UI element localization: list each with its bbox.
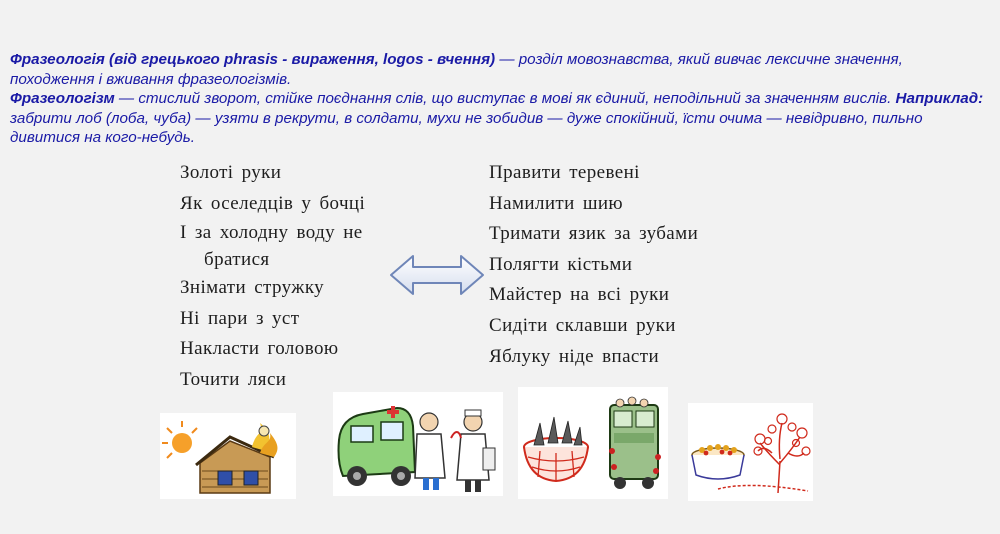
phrase-item: Тримати язик за зубами xyxy=(489,223,699,245)
apple-tree-basket-icon xyxy=(688,403,813,501)
burning-house-icon xyxy=(160,413,296,499)
phrase-item: Точити ляси xyxy=(180,368,287,390)
example-text: забрити лоб (лоба, чуба) — узяти в рекрути, в солдати, мухи не зобидив — дуже спокійний, їсти очима — невідривно, пильно дивитися на кого-небудь. xyxy=(10,109,923,146)
phrase-continuation: братися xyxy=(204,249,270,271)
phrase-item xyxy=(180,219,395,273)
phrase-line: І за холодну воду не xyxy=(180,222,363,244)
phrase-item: Правити теревені xyxy=(489,162,640,183)
phrase-item: Сидіти склавши руки xyxy=(489,314,676,336)
definition-phraseology-text: — розділ мовознавства, який вивчає лексичне значення, походження і вживання фразеологізмів. xyxy=(10,51,903,88)
term-phraseology: Фразеологія (від грецького phrasis - вираження, logos - вчення) xyxy=(10,51,496,68)
phrase-item: Накласти головою xyxy=(180,338,339,360)
phrase-item: Ні пари з уст xyxy=(180,307,300,329)
definition-phraseology xyxy=(10,50,985,89)
phrase-item: Знімати стружку xyxy=(180,277,325,299)
phrase-item: Майстер на всі руки xyxy=(489,284,670,306)
definition-phraseologism xyxy=(10,89,985,148)
example-label: Наприклад: xyxy=(895,90,984,107)
phrase-item: Полягти кістьми xyxy=(489,253,633,275)
phrase-item: Як оселедців у бочці xyxy=(180,192,366,214)
definition-phraseologism-text: — стислий зворот, стійке поєднання слів, що виступає в мові як єдиний, неподільний за значенням вислів. xyxy=(114,90,896,107)
phrase-item: Намилити шию xyxy=(489,192,624,214)
phrase-item: Яблуку ніде впасти xyxy=(489,345,660,367)
term-phraseologism: Фразеологізм xyxy=(10,90,115,107)
fish-barrel-tram-icon xyxy=(518,387,668,499)
double-arrow-icon xyxy=(389,253,485,297)
right-phrase-list xyxy=(489,158,749,372)
left-phrase-list xyxy=(180,158,395,396)
doctors-ambulance-icon xyxy=(333,392,503,496)
definitions-block xyxy=(10,50,985,148)
phrase-item: Золоті руки xyxy=(180,162,282,183)
